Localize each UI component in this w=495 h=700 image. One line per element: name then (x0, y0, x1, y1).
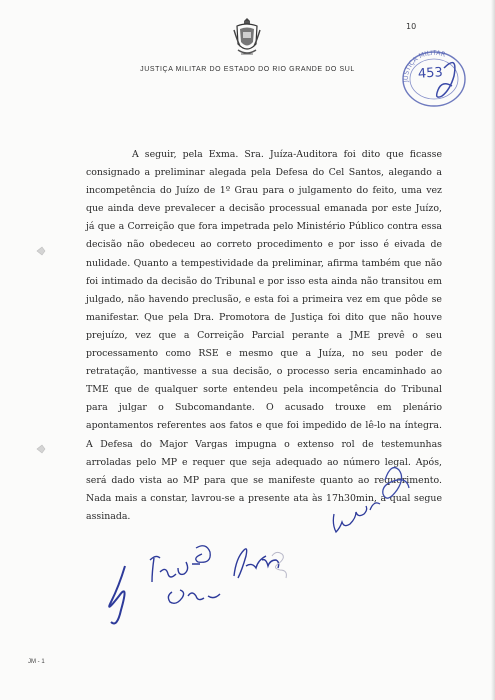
signature-fourth (234, 549, 279, 578)
coat-of-arms-icon (232, 16, 262, 60)
punch-hole-mark (36, 246, 46, 256)
court-header: JUSTIÇA MILITAR DO ESTADO DO RIO GRANDE DO SUL (140, 66, 355, 73)
signature-third (168, 590, 220, 603)
minutes-paragraph: A seguir, pela Exma. Sra. Juíza-Auditora foi dito que ficasse consignado a preliminar alegada pela Defesa do Cel Santos, alegando a incompetência do Juízo de 1º Grau para o julgamento do feito, uma vez que ainda deve prevalecer a decisão processual emanada por este Juízo, já que a Correição que fora impetrada pelo Ministério Público contra essa decisão não obedeceu ao correto procedimento e por isso é eivada de nulidade. Quanto a tempestividade da preliminar, afirma também que não foi intimado da decisão do Tribunal e por isso esta ainda não transitou em julgado, não havendo preclusão, e esta foi a primeira vez em que pôde se manifestar. Que pela Dra. Promotora de Justiça foi dito que não houve prejuízo, vez que a Correição Parcial perante a JME prevê o seu processamento como RSE e mesmo que a Juíza, no seu poder de retratação, mantivesse a sua decisão, o processo seria encaminhado ao TME que de qualquer sorte entendeu pela incompetência do Tribunal para julgar o Subcomandante. O acusado trouxe em plenário apontamentos referentes aos fatos e que foi impedido de lê-lo na íntegra. A Defesa do Major Vargas impugna o extenso rol de testemunhas arroladas pelo MP e requer que seja adequado ao número legal. Após, será dado vista ao MP para que se manifeste quanto ao requerimento. Nada mais a constar, lavrou-se a presente ata às 17h30min, a qual segue assinada. (86, 149, 442, 522)
page-number: 10 (406, 22, 417, 31)
page-edge-shadow (491, 0, 495, 700)
form-code: JM - 1 (28, 659, 45, 665)
signature-second-loop (196, 546, 211, 563)
punch-hole-mark (36, 444, 46, 454)
stamp-number: 453 (417, 65, 444, 82)
signature-second (150, 556, 200, 582)
signature-left-stroke (109, 566, 125, 624)
stamp-ring-text: JUSTIÇA MILITAR (401, 48, 447, 83)
signature-faint (272, 552, 286, 578)
